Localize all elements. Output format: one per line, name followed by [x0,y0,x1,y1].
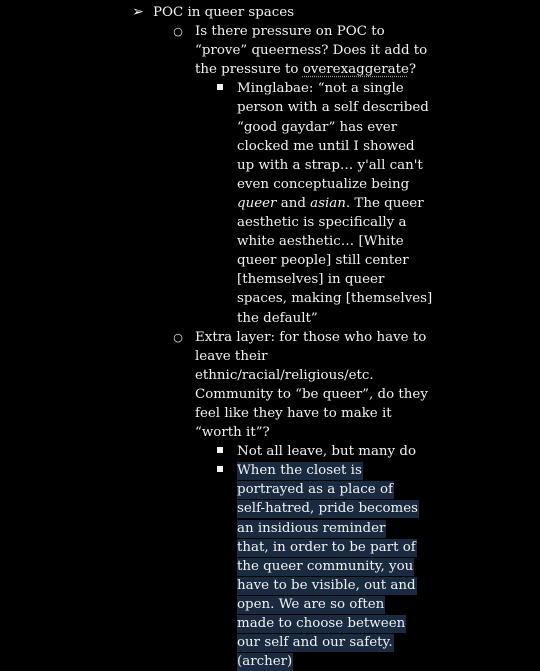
outline-item-question-2 [0,328,540,443]
outline-item-question-1 [0,22,540,79]
arrow-bullet-icon: ➢ [132,4,144,20]
question-1-text [195,22,435,79]
square-bullet-icon [211,442,229,461]
outline-item-sub-2 [0,461,540,671]
quote-emphasis-queer: queer [237,195,277,211]
quote-part-1: Minglabae: “not a single person with a self described “good gaydar” has ever clocked me until I showed up with a strap… y'all can't even conceptualize being [237,81,429,192]
quote-connector: and [276,195,311,211]
outline [0,3,540,671]
question-2-text: Extra layer: for those who have to leave their ethnic/racial/religious/etc. Community to “be queer”, do they feel like they have to make it “worth it”? [195,329,428,441]
quote-part-2: . The queer aesthetic is specifically a white aesthetic… [White queer people] still center [themselves] in queer spaces, making [themselves] the default” [237,195,433,326]
question-1-text-end: ? [408,62,417,78]
quote-text [237,79,433,327]
outline-item-topic [0,3,540,22]
square-bullet-icon [211,79,229,98]
quote-emphasis-asian: asian [310,195,346,211]
outline-item-quote [0,79,540,327]
spellcheck-underlined-word: overexaggerate [302,62,409,78]
selected-text-highlight[interactable]: When the closet is portrayed as a place of self-hatred, pride becomes an insidious reminder that, in order to be part of the queer community, you have to be visible, out and open. We are so often made to choose between our self and our safety. (archer) [237,463,419,670]
circle-bullet-icon: ○ [173,25,183,39]
sub-1-text: Not all leave, but many do [237,444,417,460]
topic-text: POC in queer spaces [153,5,295,20]
sub-2-text[interactable] [237,461,421,671]
circle-bullet-icon: ○ [173,330,183,344]
question-1-text-start: Is there pressure on POC to “prove” queerness? Does it add to the pressure to [195,24,428,78]
square-bullet-icon [211,461,229,480]
outline-item-sub-1 [0,442,540,461]
